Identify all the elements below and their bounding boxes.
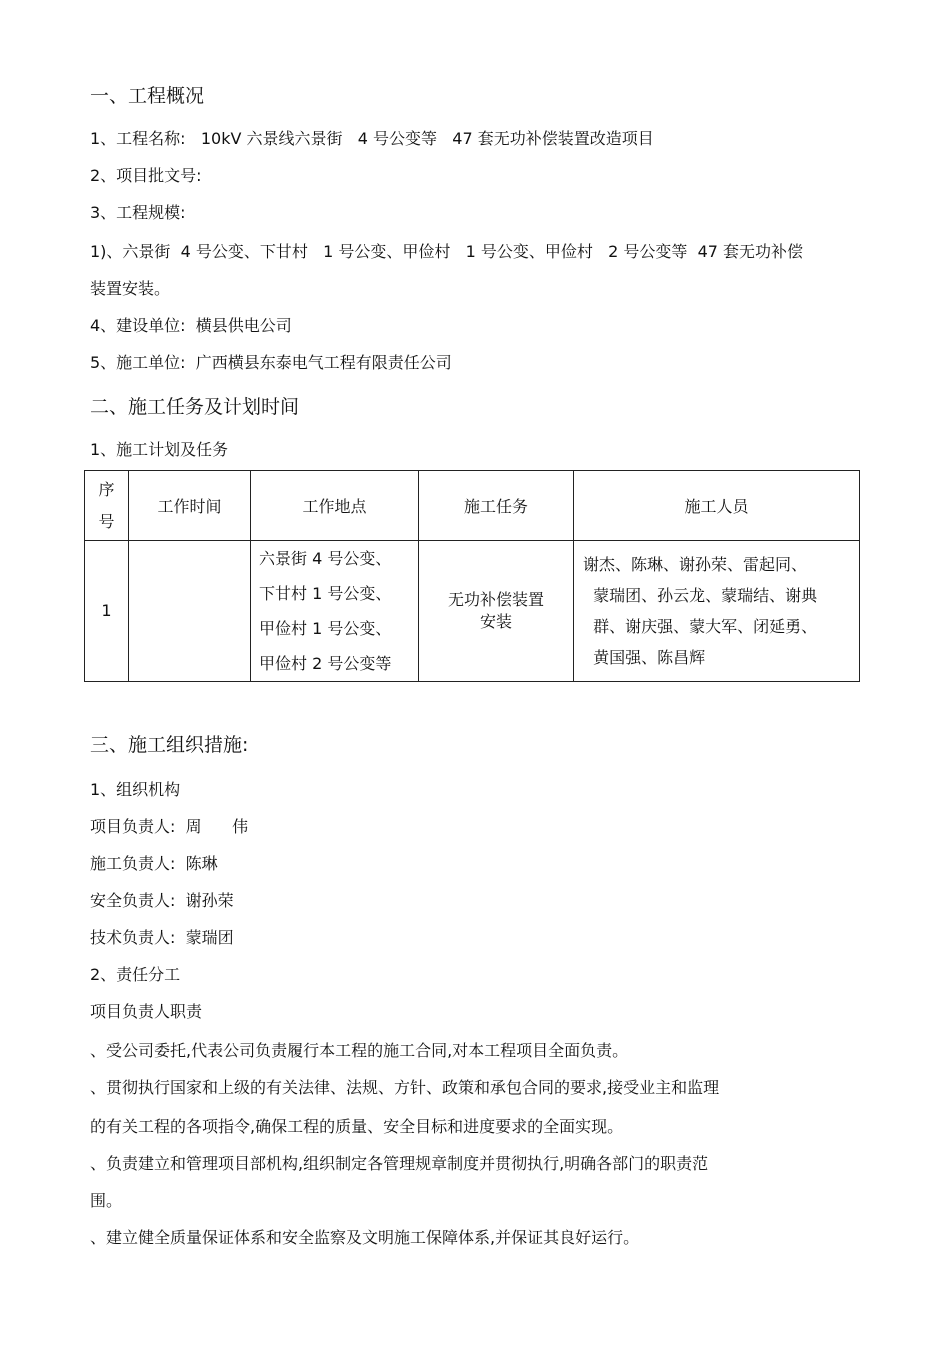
project-manager-line: 项目负责人: 周 伟: [90, 817, 249, 836]
staff-line: 谢杰、陈琳、谢孙荣、雷起同、: [583, 555, 808, 574]
approval-number-line: 2、项目批文号:: [90, 166, 202, 185]
duty-line: 的有关工程的各项指令,确保工程的质量、安全目标和进度要求的全面实现。: [90, 1117, 624, 1136]
cell-work-place: 六景街 4 号公变、 下甘村 1 号公变、 甲俭村 1 号公变、 甲俭村 2 号公变等: [251, 541, 419, 682]
header-work-time: 工作时间: [129, 471, 251, 541]
scale-line: 3、工程规模:: [90, 203, 186, 222]
scale-detail-line-1: 1)、六景街 4 号公变、下甘村 1 号公变、甲俭村 1 号公变、甲俭村 2 号公变等 47 套无功补偿: [90, 242, 804, 261]
cell-staff: [574, 541, 860, 682]
cell-seq: 1: [85, 541, 129, 682]
scale-detail-line-2: 装置安装。: [90, 279, 171, 298]
staff-line: 黄国强、陈昌辉: [583, 648, 706, 667]
section2-subheading: 1、施工计划及任务: [90, 440, 229, 459]
construction-manager-line: 施工负责人: 陈琳: [90, 854, 218, 873]
staff-line: 蒙瑞团、孙云龙、蒙瑞结、谢典: [583, 586, 818, 605]
table-header-row: [85, 471, 860, 541]
cell-work-time: [129, 541, 251, 682]
cell-task: 无功补偿装置 安装: [419, 541, 574, 682]
header-seq: 序 号: [85, 471, 129, 541]
project-name-line: 1、工程名称: 10kV 六景线六景街 4 号公变等 47 套无功补偿装置改造项目: [90, 129, 654, 148]
header-task: 施工任务: [419, 471, 574, 541]
duty-line: 围。: [90, 1191, 123, 1210]
duty-line: 、受公司委托,代表公司负责履行本工程的施工合同,对本工程项目全面负责。: [90, 1041, 629, 1060]
section1-heading: 一、工程概况: [90, 85, 205, 107]
pm-duties-title: 项目负责人职责: [90, 1002, 203, 1021]
safety-manager-line: 安全负责人: 谢孙荣: [90, 891, 234, 910]
duty-line: 、贯彻执行国家和上级的有关法律、法规、方针、政策和承包合同的要求,接受业主和监理: [90, 1078, 720, 1097]
technical-manager-line: 技术负责人: 蒙瑞团: [90, 928, 234, 947]
owner-line: 4、建设单位: 横县供电公司: [90, 316, 292, 335]
construction-plan-table: [84, 470, 860, 682]
header-staff: 施工人员: [574, 471, 860, 541]
responsibility-line: 2、责任分工: [90, 965, 181, 984]
header-work-place: 工作地点: [251, 471, 419, 541]
section3-heading: 三、施工组织措施:: [90, 734, 249, 756]
org-structure-line: 1、组织机构: [90, 780, 181, 799]
table-row: [85, 541, 860, 682]
section2-heading: 二、施工任务及计划时间: [90, 396, 300, 418]
contractor-line: 5、施工单位: 广西横县东泰电气工程有限责任公司: [90, 353, 452, 372]
duty-line: 、建立健全质量保证体系和安全监察及文明施工保障体系,并保证其良好运行。: [90, 1228, 640, 1247]
staff-line: 群、谢庆强、蒙大军、闭延勇、: [583, 617, 818, 636]
duty-line: 、负责建立和管理项目部机构,组织制定各管理规章制度并贯彻执行,明确各部门的职责范: [90, 1154, 709, 1173]
